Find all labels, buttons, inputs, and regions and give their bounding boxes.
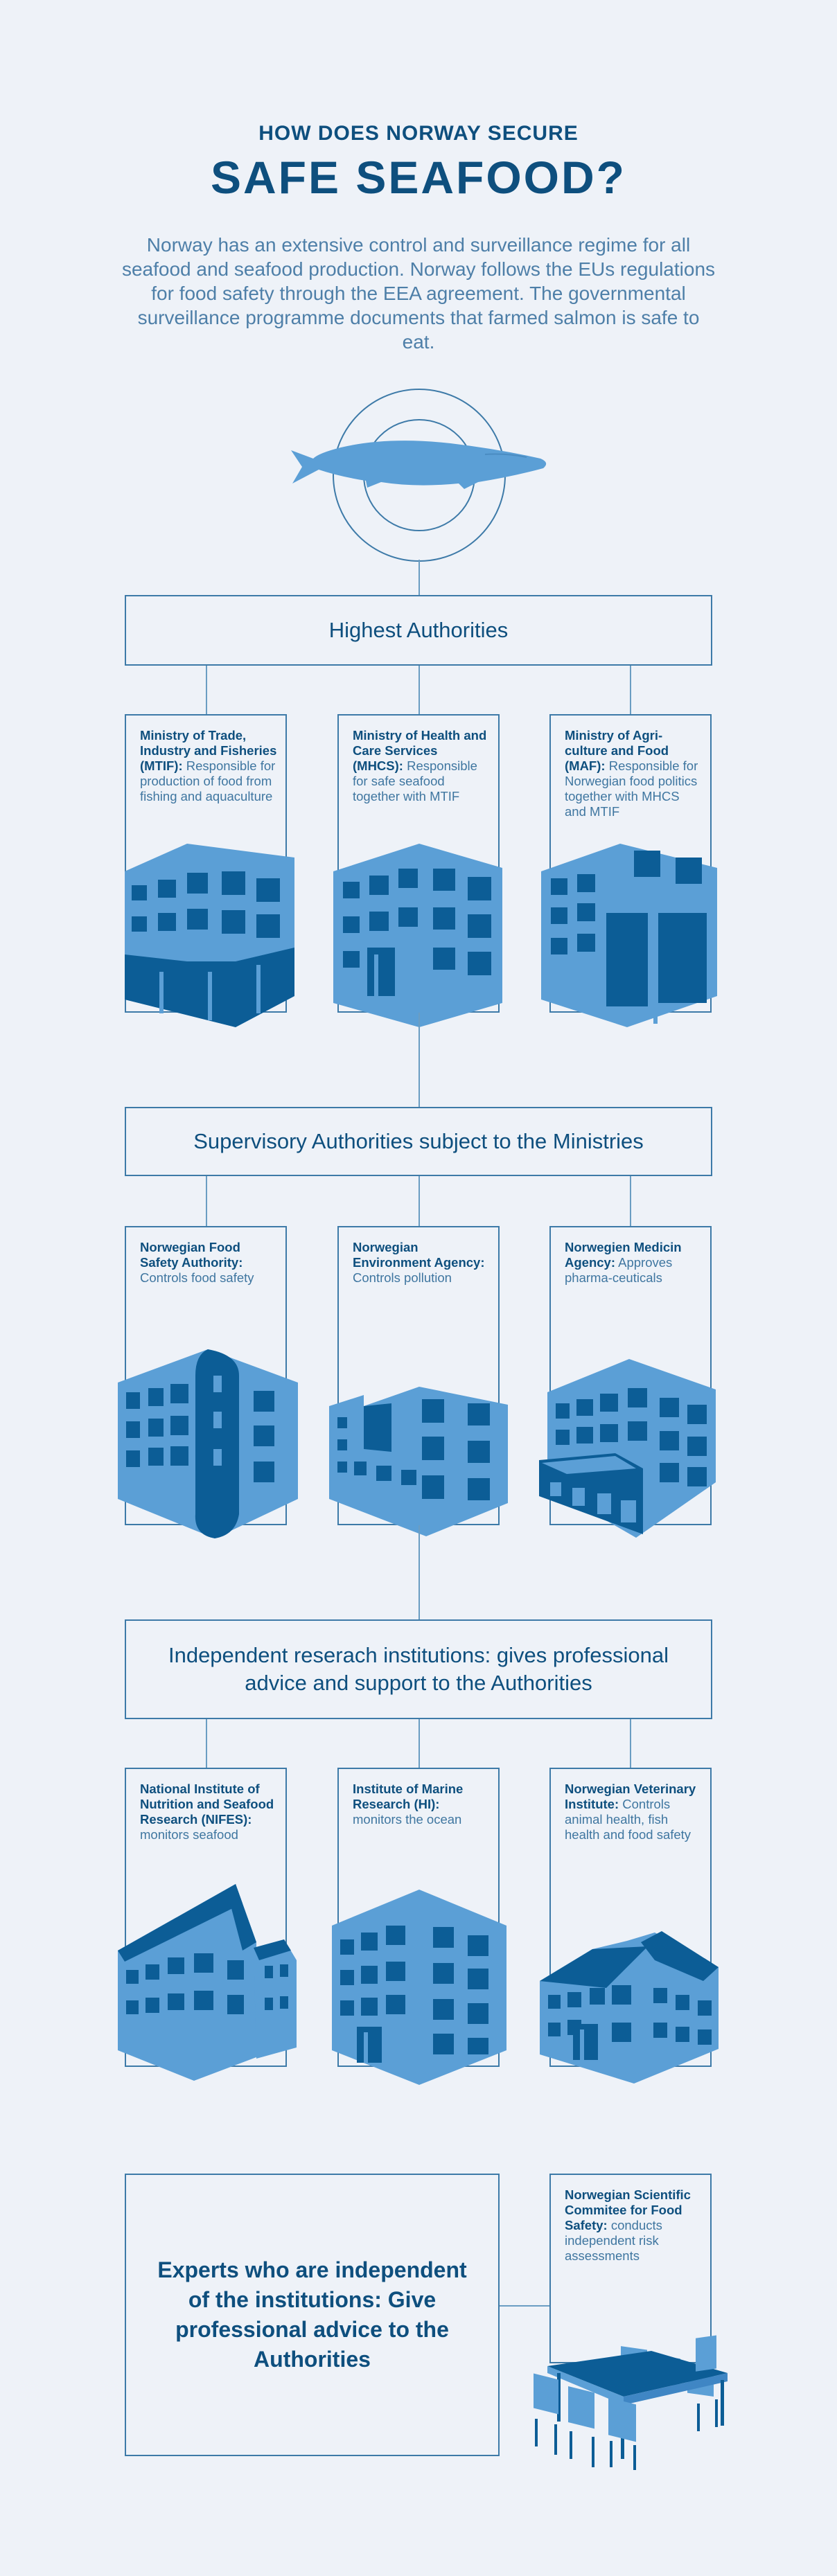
page-title: SAFE SEAFOOD? [210,152,627,203]
section-title: Independent reserach institutions: gives professional advice and support to the Authorities [168,1643,669,1695]
card-text: Norwegian Environment Agency: Controls pollution [353,1240,485,1285]
building-icon [539,1358,721,1538]
connector [630,666,631,714]
card-text: National Institute of Nutrition and Seafood Research (NIFES): monitors seafood [140,1782,274,1842]
card-text: Ministry of Trade, Industry and Fisheries (MTIF): Responsible for production of food from fishing and aquaculture [140,728,277,803]
connector [206,1176,207,1226]
connector [418,1176,420,1226]
intro-paragraph: Norway has an extensive control and surveillance regime for all seafood and seafood production. Norway follows the EUs regulations for food safety through the EEA agreement. The governmental surveillance programme documents that farmed salmon is safe to eat. [121,234,716,353]
connector [418,560,420,596]
building-icon [118,1348,299,1539]
highest-authorities-box [125,595,712,666]
section-title: Highest Authorities [328,618,509,642]
card-text: Norwegien Medicin Agency: Approves pharma-ceuticals [565,1240,682,1285]
connector [630,1176,631,1226]
building-icon [329,1365,511,1538]
section-title: Supervisory Authorities subject to the Ministries [193,1129,644,1153]
experts-box [125,2174,500,2456]
experts-title: Experts who are independent of the institutions: Give professional advice to the Authorities [157,2257,467,2372]
card-text: Ministry of Agri-culture and Food (MAF): Responsible for Norwegian food politics together with MHCS and MTIF [565,728,698,819]
building-icon [329,830,509,1031]
salmon-icon [291,441,546,489]
card-text: Ministry of Health and Care Services (MHCS): Responsible for safe seafood together with MTIF [353,728,487,803]
card-text: Institute of Marine Research (HI): monitors the ocean [353,1782,464,1827]
kicker-title: HOW DOES NORWAY SECURE [258,122,579,145]
building-icon [118,1884,299,2081]
connector [418,666,420,714]
connector [500,2305,549,2307]
card-text: Norwegian Scientific Commitee for Food Safety: conducts independent risk assessments [565,2187,691,2263]
building-icon [329,1884,511,2085]
research-institutions-box [125,1619,712,1719]
building-icon [537,1919,724,2085]
connector [418,1013,420,1107]
table-chairs-icon [527,2327,734,2473]
card-text: Norwegian Veterinary Institute: Controls animal health, fish health and food safety [565,1782,696,1842]
supervisory-authorities-box [125,1107,712,1176]
building-icon [118,830,298,1031]
salmon-emblem [277,385,568,572]
building-icon [537,830,724,1031]
connector [418,1719,420,1768]
connector [630,1719,631,1768]
connector [418,1525,420,1619]
card-text: Norwegian Food Safety Authority: Controls food safety [140,1240,254,1285]
connector [206,666,207,714]
connector [206,1719,207,1768]
